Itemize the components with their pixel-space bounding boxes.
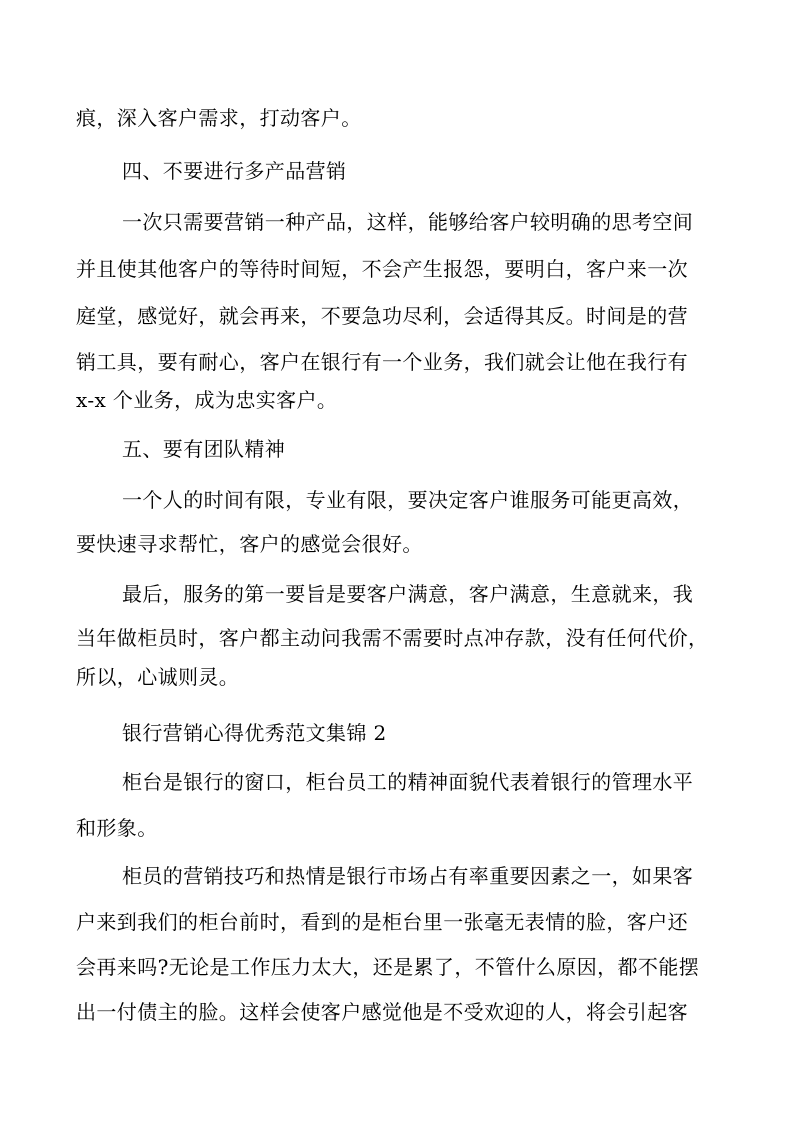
paragraph-line: 户来到我们的柜台前时，看到的是柜台里一张毫无表情的脸，客户还 xyxy=(76,910,688,934)
paragraph-line: 一个人的时间有限，专业有限，要决定客户谁服务可能更高效， xyxy=(122,488,694,512)
paragraph-line: 会再来吗?无论是工作压力太大，还是累了，不管什么原因，都不能摆 xyxy=(76,955,700,979)
paragraph-line: 一次只需要营销一种产品，这样，能够给客户较明确的思考空间 xyxy=(122,210,694,234)
paragraph-line: 痕，深入客户需求，打动客户。 xyxy=(76,106,362,130)
paragraph-line: 柜员的营销技巧和热情是银行市场占有率重要因素之一，如果客 xyxy=(122,864,694,888)
paragraph-line: 所以，心诚则灵。 xyxy=(76,665,240,689)
paragraph-line: 和形象。 xyxy=(76,816,158,840)
section-heading: 四、不要进行多产品营销 xyxy=(122,159,347,183)
paragraph-line: 最后，服务的第一要旨是要客户满意，客户满意，生意就来，我 xyxy=(122,582,694,606)
paragraph-line: 庭堂，感觉好，就会再来，不要急功尽利，会适得其反。时间是的营 xyxy=(76,304,688,328)
article-title: 银行营销心得优秀范文集锦 2 xyxy=(122,721,387,745)
paragraph-line: 并且使其他客户的等待时间短，不会产生报怨，要明白，客户来一次 xyxy=(76,257,688,281)
paragraph-line: 当年做柜员时，客户都主动问我需不需要时点冲存款，没有任何代价， xyxy=(76,626,709,650)
paragraph-line: x-x 个业务，成为忠实客户。 xyxy=(76,388,338,412)
paragraph-line: 柜台是银行的窗口，柜台员工的精神面貌代表着银行的管理水平 xyxy=(122,770,694,794)
paragraph-line: 出一付债主的脸。这样会使客户感觉他是不受欢迎的人，将会引起客 xyxy=(76,1000,688,1024)
section-heading: 五、要有团队精神 xyxy=(122,437,286,461)
paragraph-line: 销工具，要有耐心，客户在银行有一个业务，我们就会让他在我行有 xyxy=(76,350,688,374)
paragraph-line: 要快速寻求帮忙，客户的感觉会很好。 xyxy=(76,532,423,556)
